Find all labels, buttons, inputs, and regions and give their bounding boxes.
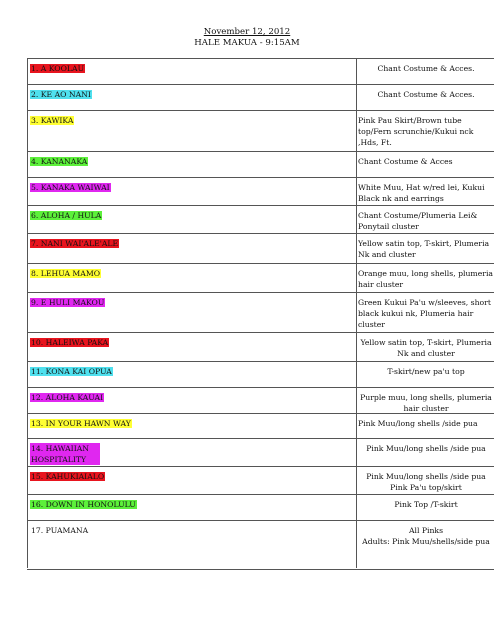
song-title [30,297,105,308]
costume-cell [358,337,494,359]
song-title-text: 9. E HULI MAKOU [31,298,105,307]
song-title [30,392,104,403]
costume-cell [358,268,494,290]
song-title [30,337,109,348]
costume-cell [358,182,494,204]
costume-cell [358,63,494,74]
costume-cell [358,392,494,414]
song-title [30,443,100,465]
song-title-text: 4. KANANAKA [31,157,88,166]
costume-line: Yellow satin top, T-skirt, Plumeria [360,338,492,347]
costume-line: All Pinks [408,526,444,535]
song-title-text: 3. KAWIKA [31,116,74,125]
song-title [30,471,105,482]
costume-cell [358,115,494,148]
column-divider [356,58,357,568]
song-title-text: 14. HAWAIIAN HOSPITALITY [30,443,100,465]
song-title [30,366,113,377]
costume-cell [358,525,494,547]
costume-line: Chant Costume/Plumeria Lei& [358,211,478,220]
table-row [27,520,494,570]
costume-line: Pink Pa'u top/skirt [390,483,462,492]
song-title-text: 8. LEHUA MAMO [31,269,101,278]
table-row [27,361,494,388]
costume-line: Chant Costume & Acces. [377,90,475,99]
costume-line: Pink Muu/long shells /side pua [358,419,478,428]
song-title-text: 1. A KOOLAU [31,64,85,73]
costume-cell [358,297,494,330]
document-header [0,27,494,49]
costume-line: Green Kukui Pa'u w/sleeves, short [358,298,491,307]
table-row [27,466,494,495]
program-title: HALE MAKUA - 9:15AM [194,38,300,48]
costume-cell [358,156,494,167]
costume-line: hair cluster [403,404,449,413]
costume-line: Yellow satin top, T-skirt, Plumeria [358,239,490,248]
song-title-text: 12. ALOHA KAUAI [31,393,104,402]
table-row [27,413,494,439]
costume-line: hair cluster [358,280,404,289]
song-title [30,89,92,100]
costume-cell [358,471,494,493]
table-row [27,263,494,293]
costume-line: Pink Muu/long shells /side pua [366,444,486,453]
costume-line: Pink Top /T-skirt [394,500,458,509]
costume-line: Chant Costume & Acces [358,157,453,166]
costume-cell [358,89,494,100]
song-title [30,268,101,279]
costume-line: black kukui nk, Plumeria hair [358,309,474,318]
song-title [30,182,111,193]
table-row [27,494,494,521]
program-date: November 12, 2012 [203,27,291,37]
costume-line: Pink Muu/long shells /side pua [366,472,486,481]
table-row [27,110,494,152]
costume-line: Black nk and earrings [358,194,444,203]
costume-cell [358,366,494,377]
costume-line: cluster [358,320,385,329]
song-title-text: 2. KE AO NANI [31,90,91,99]
song-title [30,63,85,74]
table-row [27,58,494,85]
table-row [27,233,494,264]
costume-line: Pink Pau Skirt/Brown tube [358,116,462,125]
song-title-text: 7. NANI WAI'ALE'ALE [31,239,119,248]
song-title-text: 15. KAHUKIAIALO [31,472,105,481]
table-row [27,177,494,206]
costume-line: ,Hds, Ft. [358,138,392,147]
costume-line: Orange muu, long shells, plumeria [358,269,493,278]
costume-line: Nk and cluster [397,349,455,358]
costume-cell [358,443,494,454]
costume-line: White Muu, Hat w/red lei, Kukui [358,183,485,192]
table-row [27,84,494,111]
costume-cell [358,210,494,232]
costume-line: Adults: Pink Muu/shells/side pua [362,537,490,546]
table-row [27,292,494,333]
costume-line: Ponytail cluster [358,222,419,231]
costume-line: T-skirt/new pa'u top [387,367,465,376]
table-row [27,332,494,362]
song-title-text: 16. DOWN IN HONOLULU [31,500,136,509]
song-title-text: 13. IN YOUR HAWN WAY [31,419,131,428]
table-row [27,205,494,234]
song-title [30,499,137,510]
song-title-text: 11. KONA KAI OPUA [31,367,112,376]
song-title [30,115,74,126]
song-title-text: 5. KANAKA WAIWAI [31,183,110,192]
song-title-text: 6. ALOHA / HULA [31,211,102,220]
song-title [30,418,132,429]
costume-line: Purple muu, long shells, plumeria [360,393,492,402]
table-row [27,387,494,414]
song-title [30,156,88,167]
table-row [27,151,494,178]
costume-cell [358,238,494,260]
song-title [30,525,89,536]
song-title-text: 17. PUAMANA [31,526,89,535]
costume-line: Chant Costume & Acces. [377,64,475,73]
table-row [27,438,494,467]
costume-line: top/Fern scrunchie/Kukui nck [358,127,474,136]
costume-cell [358,418,494,429]
song-title-text: 10. HALEIWA PAKA [31,338,109,347]
song-title [30,238,119,249]
song-title [30,210,102,221]
table-left-border [27,58,28,568]
costume-line: Nk and cluster [358,250,416,259]
costume-cell [358,499,494,510]
